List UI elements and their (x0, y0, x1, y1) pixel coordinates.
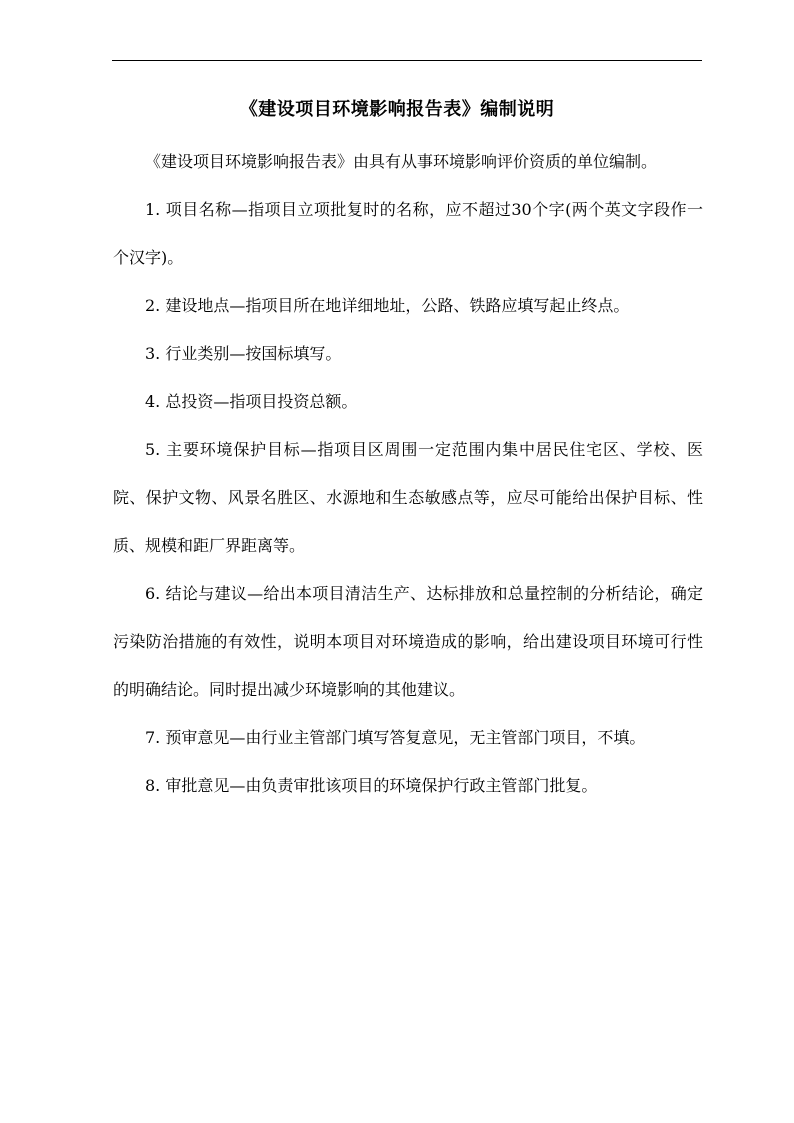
item-7-paragraph: 7. 预审意见—由行业主管部门填写答复意见，无主管部门项目，不填。 (145, 728, 646, 747)
item-1-paragraph: 1. 项目名称—指项目立项批复时的名称，应不超过30个字(两个英文字段作一个汉字)。 (113, 200, 703, 267)
item-2-paragraph: 2. 建设地点—指项目所在地详细地址，公路、铁路应填写起止终点。 (145, 296, 630, 315)
header-rule (112, 60, 702, 61)
document-body (113, 138, 703, 810)
document-title: 《建设项目环境影响报告表》编制说明 (239, 99, 555, 120)
item-8-paragraph: 8. 审批意见—由负责审批该项目的环境保护行政主管部门批复。 (145, 776, 598, 795)
item-6-paragraph: 6. 结论与建议—给出本项目清洁生产、达标排放和总量控制的分析结论，确定污染防治措施的有效性，说明本项目对环境造成的影响，给出建设项目环境可行性的明确结论。同时提出减少环境影响的其他建议。 (113, 584, 703, 699)
item-3-paragraph: 3. 行业类别—按国标填写。 (145, 344, 342, 363)
item-5-paragraph: 5. 主要环境保护目标—指项目区周围一定范围内集中居民住宅区、学校、医院、保护文物、风景名胜区、水源地和生态敏感点等，应尽可能给出保护目标、性质、规模和距厂界距离等。 (113, 440, 703, 555)
intro-paragraph: 《建设项目环境影响报告表》由具有从事环境影响评价资质的单位编制。 (145, 152, 658, 171)
item-4-paragraph: 4. 总投资—指项目投资总额。 (145, 392, 358, 411)
